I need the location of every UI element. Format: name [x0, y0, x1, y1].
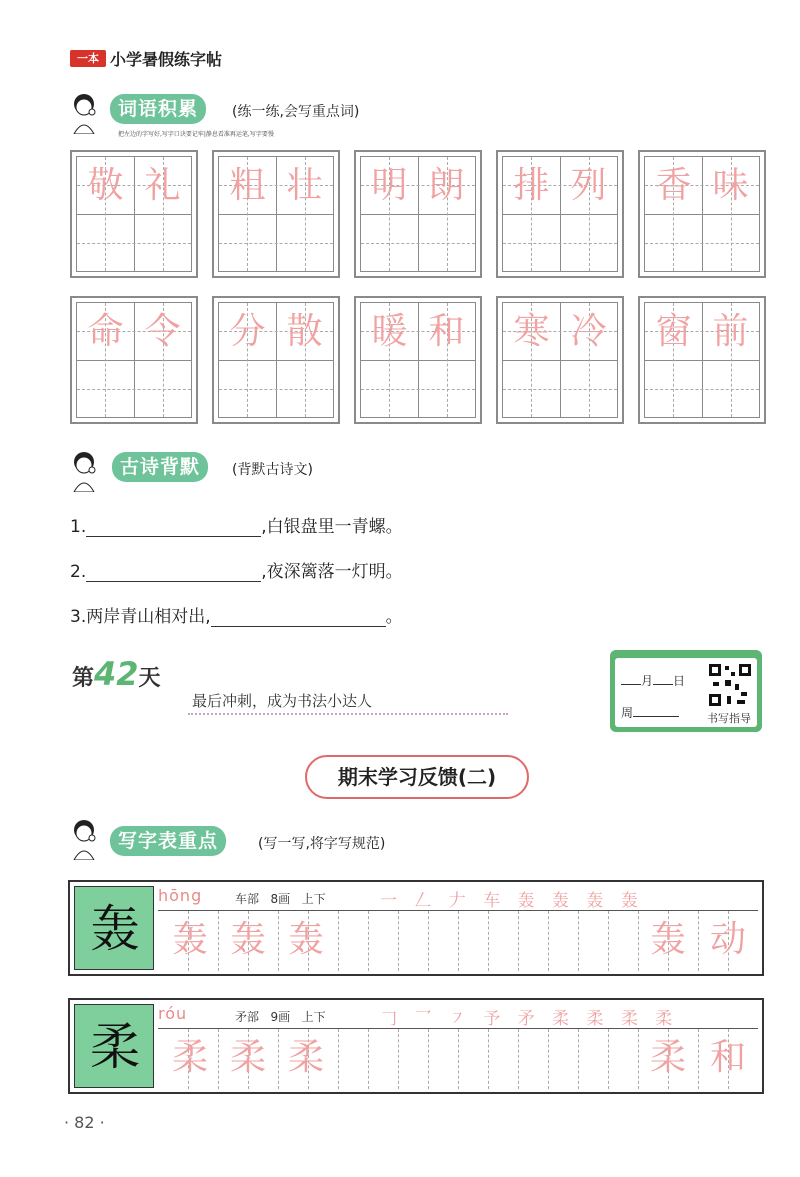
trace-character: 香	[655, 165, 692, 206]
page-number: · 82 ·	[64, 1113, 105, 1132]
trace-character: 冷	[570, 311, 607, 352]
word-practice-box[interactable]	[212, 296, 340, 424]
word-practice-box[interactable]	[70, 150, 198, 278]
trace-character: 礼	[144, 165, 181, 206]
trace-character: 轰	[287, 919, 324, 960]
boy-thinking-icon	[66, 816, 102, 860]
word-trace-character: 轰	[649, 919, 686, 960]
word-trace-character: 动	[709, 919, 746, 960]
qr-code-icon[interactable]	[707, 662, 753, 708]
word-trace-character: 和	[709, 1037, 746, 1078]
section-note: (写一写,将字写规范)	[258, 836, 386, 852]
trace-character: 柔	[287, 1037, 324, 1078]
trace-character: 味	[712, 165, 749, 206]
radical-info: 车部 8画 上下	[235, 892, 326, 906]
trace-character: 轰	[229, 919, 266, 960]
word-practice-box[interactable]	[354, 296, 482, 424]
date-month-day[interactable]: 月 日	[621, 672, 685, 689]
answer-blank[interactable]	[211, 608, 386, 627]
section-tiny-text: 把左边的字写好,写字口诀要记牢|静息看准再运笔,写字要慢	[118, 131, 274, 138]
word-practice-box[interactable]	[212, 150, 340, 278]
trace-character: 柔	[229, 1037, 266, 1078]
day-slogan: 最后冲刺，成为书法小达人	[192, 692, 373, 710]
word-practice-box[interactable]	[354, 150, 482, 278]
poem-line-2: 2. ,夜深篱落一灯明。	[70, 562, 403, 582]
model-character-cell: 柔	[74, 1004, 154, 1088]
trace-character: 命	[87, 311, 124, 352]
trace-character: 轰	[171, 919, 208, 960]
book-title: 小学暑假练字帖	[110, 50, 223, 69]
boy-thinking-icon	[66, 448, 102, 492]
divider	[188, 713, 508, 715]
trace-character: 散	[286, 311, 323, 352]
trace-character: 令	[144, 311, 181, 352]
radical-info: 矛部 9画 上下	[235, 1010, 326, 1024]
writing-guide-label: 书写指导	[707, 712, 751, 725]
trace-character: 粗	[229, 165, 266, 206]
section-note: (练一练,会写重点词)	[232, 104, 360, 120]
answer-blank[interactable]	[86, 518, 261, 537]
pinyin: róu	[158, 1004, 188, 1023]
poem-line-1: 1. ,白银盘里一青螺。	[70, 517, 403, 537]
trace-character: 寒	[513, 311, 550, 352]
boy-thinking-icon	[66, 90, 102, 134]
stroke-sequence: 一 𠃋 𠂇 车 轰 轰 轰 轰	[380, 891, 644, 911]
word-practice-box[interactable]	[638, 150, 766, 278]
feedback-title: 期末学习反馈(二)	[305, 755, 529, 799]
trace-character: 窗	[655, 311, 692, 352]
brand-tag: 一本	[70, 50, 106, 67]
trace-character: 排	[513, 165, 550, 206]
poem-line-3: 3.两岸青山相对出, 。	[70, 607, 403, 627]
word-practice-box[interactable]	[70, 296, 198, 424]
section-note: (背默古诗文)	[232, 462, 313, 478]
trace-character: 暖	[371, 311, 408, 352]
trace-character: 壮	[286, 165, 323, 206]
trace-character: 和	[428, 311, 465, 352]
word-trace-character: 柔	[649, 1037, 686, 1078]
date-week[interactable]: 周	[621, 704, 679, 721]
character-practice-row	[68, 880, 764, 976]
trace-character: 朗	[428, 165, 465, 206]
trace-character: 分	[229, 311, 266, 352]
stroke-sequence: 𠃌 乛 ㇇ 予 矛 柔 柔 柔 柔	[380, 1009, 679, 1029]
section-title-word-accumulation: 词语积累	[110, 94, 206, 124]
word-practice-box[interactable]	[496, 296, 624, 424]
trace-character: 列	[570, 165, 607, 206]
word-practice-box[interactable]	[496, 150, 624, 278]
date-calendar-card	[610, 650, 762, 732]
trace-character: 前	[712, 311, 749, 352]
trace-character: 敬	[87, 165, 124, 206]
word-practice-box[interactable]	[638, 296, 766, 424]
section-title-writing-focus: 写字表重点	[110, 826, 226, 856]
section-title-poem-recite: 古诗背默	[112, 452, 208, 482]
character-practice-row	[68, 998, 764, 1094]
trace-character: 明	[371, 165, 408, 206]
day-heading: 第42天	[72, 655, 161, 693]
answer-blank[interactable]	[86, 563, 261, 582]
model-character-cell: 轰	[74, 886, 154, 970]
pinyin: hōng	[158, 886, 203, 905]
trace-character: 柔	[171, 1037, 208, 1078]
